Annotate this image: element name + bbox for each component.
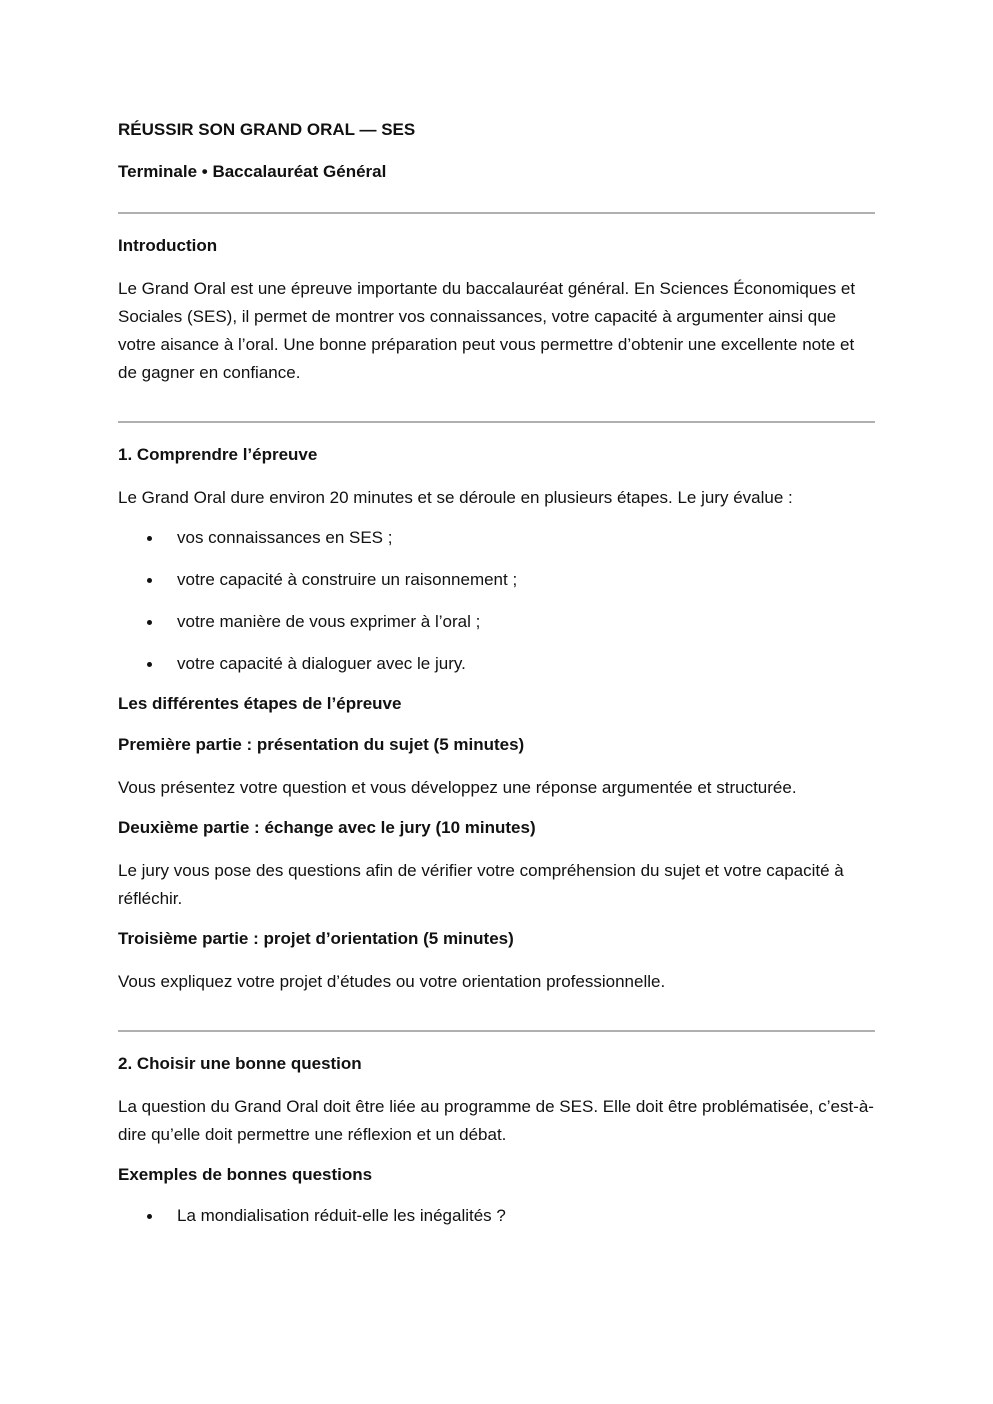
part1-paragraph: Vous présentez votre question et vous développez une réponse argumentée et structurée.	[118, 778, 797, 797]
list-item-text: La mondialisation réduit-elle les inégalités ?	[177, 1206, 506, 1225]
part3-paragraph: Vous expliquez votre projet d’études ou votre orientation professionnelle.	[118, 972, 666, 991]
section2-paragraph: La question du Grand Oral doit être liée au programme de SES. Elle doit être problématisée, c’est-à-dire qu’elle doit permettre une réflexion et un débat.	[118, 1097, 874, 1144]
list-item-text: votre manière de vous exprimer à l’oral ;	[177, 612, 481, 631]
list-item	[118, 568, 875, 592]
section2-heading: 2. Choisir une bonne question	[118, 1054, 362, 1073]
list-item	[118, 526, 875, 550]
steps-heading: Les différentes étapes de l’épreuve	[118, 694, 402, 713]
part1-heading: Première partie : présentation du sujet (5 minutes)	[118, 735, 525, 754]
bullet-icon	[147, 1214, 152, 1219]
bullet-icon	[147, 536, 152, 541]
section1-heading: 1. Comprendre l’épreuve	[118, 445, 318, 464]
document-title: RÉUSSIR SON GRAND ORAL — SES	[118, 120, 416, 139]
list-item	[118, 610, 875, 634]
examples-heading: Exemples de bonnes questions	[118, 1165, 373, 1184]
evaluation-criteria-list	[118, 526, 875, 676]
list-item-text: votre capacité à construire un raisonnement ;	[177, 570, 518, 589]
list-item	[118, 1204, 875, 1228]
document-page	[118, 118, 875, 1246]
intro-heading: Introduction	[118, 236, 218, 255]
list-item-text: votre capacité à dialoguer avec le jury.	[177, 654, 466, 673]
section-divider	[118, 1030, 875, 1032]
document-subtitle: Terminale • Baccalauréat Général	[118, 162, 387, 181]
intro-paragraph: Le Grand Oral est une épreuve importante du baccalauréat général. En Sciences Économiques et Sociales (SES), il permet de montrer vos connaissances, votre capacité à argumenter ainsi que votre aisance à l’oral. Une bonne préparation peut vous permettre d’obtenir une excellente note et de gagner en confiance.	[118, 279, 856, 382]
part2-heading: Deuxième partie : échange avec le jury (10 minutes)	[118, 818, 536, 837]
bullet-icon	[147, 620, 152, 625]
list-item-text: vos connaissances en SES ;	[177, 528, 393, 547]
bullet-icon	[147, 662, 152, 667]
part2-paragraph: Le jury vous pose des questions afin de vérifier votre compréhension du sujet et votre capacité à réfléchir.	[118, 861, 844, 908]
section-divider	[118, 421, 875, 423]
section1-intro: Le Grand Oral dure environ 20 minutes et se déroule en plusieurs étapes. Le jury évalue :	[118, 488, 793, 507]
bullet-icon	[147, 578, 152, 583]
part3-heading: Troisième partie : projet d’orientation (5 minutes)	[118, 929, 514, 948]
list-item	[118, 652, 875, 676]
example-questions-list	[118, 1204, 875, 1228]
section-divider	[118, 212, 875, 214]
